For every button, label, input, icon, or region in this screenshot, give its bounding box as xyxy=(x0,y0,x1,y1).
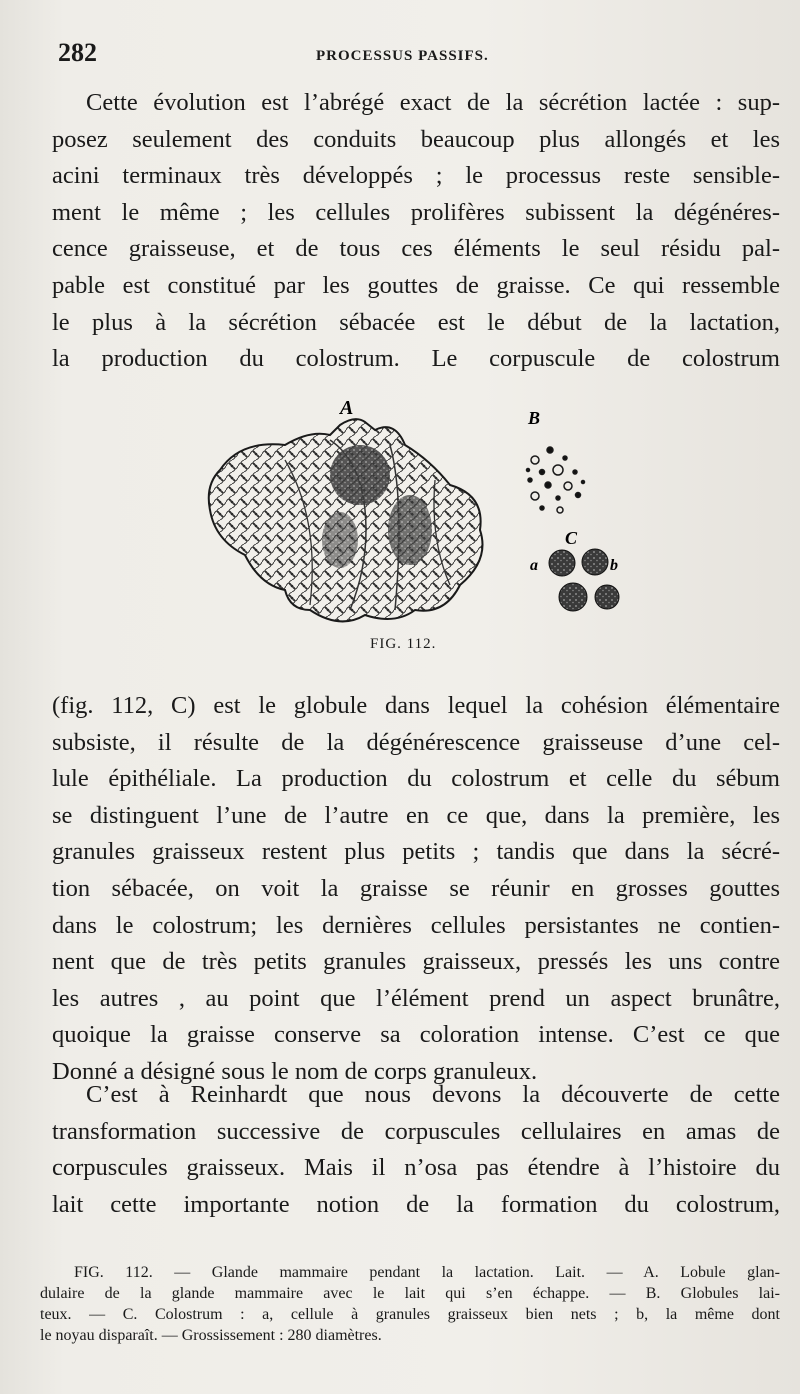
text-line: le plus à la sécrétion sébacée est le début de la lactation, xyxy=(52,308,780,336)
text-line: corpuscules graisseux. Mais il n’osa pas étendre à l’histoire du xyxy=(52,1154,780,1182)
text-line: Donné a désigné sous le nom de corps granuleux. xyxy=(52,1057,538,1085)
text-line: C’est à Reinhardt que nous devons la découverte de cette xyxy=(86,1081,780,1108)
caption-line: le noyau disparaît. — Grossissement : 280 diamètres. xyxy=(40,1327,382,1344)
label-B: B xyxy=(528,408,541,428)
text-line: posez seulement des conduits beaucoup plus allongés et les xyxy=(52,125,780,153)
caption-line: teux. — C. Colostrum : a, cellule à granules graisseux bien nets ; b, la même dont xyxy=(40,1306,780,1323)
page-number: 282 xyxy=(58,38,97,67)
page-header xyxy=(58,38,770,78)
text-line: se distinguent l’une de l’autre en ce que, dans la première, les xyxy=(52,801,780,829)
text-line: transformation successive de corpuscules cellulaires en amas de xyxy=(52,1117,780,1145)
text-line: ment le même ; les cellules prolifères subissent la dégénéres- xyxy=(52,198,780,226)
text-line: tion sébacée, on voit la graisse se réunir en grosses gouttes xyxy=(52,874,780,902)
label-a: a xyxy=(530,557,538,574)
caption-line: FIG. 112. — Glande mammaire pendant la lactation. Lait. — A. Lobule glan- xyxy=(74,1264,780,1281)
paragraph-3 xyxy=(52,1077,780,1223)
paragraph-2 xyxy=(52,688,780,1091)
figure-112-illustration xyxy=(190,400,620,670)
text-line: les autres , au point que l’élément prend un aspect brunâtre, xyxy=(52,984,780,1012)
text-line: cence graisseuse, et de tous ces éléments le seul résidu pal- xyxy=(52,235,780,263)
text-line: dans le colostrum; les dernières cellules persistantes ne contien- xyxy=(52,911,780,939)
label-C: C xyxy=(565,528,578,548)
text-line: pable est constitué par les gouttes de graisse. Ce qui ressemble xyxy=(52,271,780,299)
text-line: granules graisseux restent plus petits ; tandis que dans la sécré- xyxy=(52,838,780,866)
lobule-A-drawing xyxy=(209,419,483,621)
figure-number: FIG. 112. xyxy=(370,636,437,652)
paragraph-1 xyxy=(52,85,780,378)
text-line: Cette évolution est l’abrégé exact de la sécrétion lactée : sup- xyxy=(86,89,780,116)
colostrum-corpuscles-C xyxy=(549,549,619,611)
label-b: b xyxy=(610,557,618,574)
text-line: quoique la graisse conserve sa coloration intense. C’est ce que xyxy=(52,1021,780,1049)
caption-line: dulaire de la glande mammaire avec le lait qui s’en échappe. — B. Globules lai- xyxy=(40,1285,780,1302)
label-A: A xyxy=(340,400,354,419)
text-line: (fig. 112, C) est le globule dans lequel la cohésion élémentaire xyxy=(52,692,780,719)
text-line: la production du colostrum. Le corpuscule de colostrum xyxy=(52,345,780,373)
text-line: nent que de très petits granules graisseux, pressés les uns contre xyxy=(52,948,780,976)
running-head: PROCESSUS PASSIFS. xyxy=(316,48,489,64)
figure-caption xyxy=(40,1262,780,1346)
milk-globules-B xyxy=(527,447,585,513)
text-line: acini terminaux très développés ; le processus reste sensible- xyxy=(52,162,780,190)
text-line: lule épithéliale. La production du colostrum et celle du sébum xyxy=(52,765,780,793)
text-line: lait cette importante notion de la formation du colostrum, xyxy=(52,1190,780,1218)
text-line: subsiste, il résulte de la dégénérescence graisseuse d’une cel- xyxy=(52,728,780,756)
